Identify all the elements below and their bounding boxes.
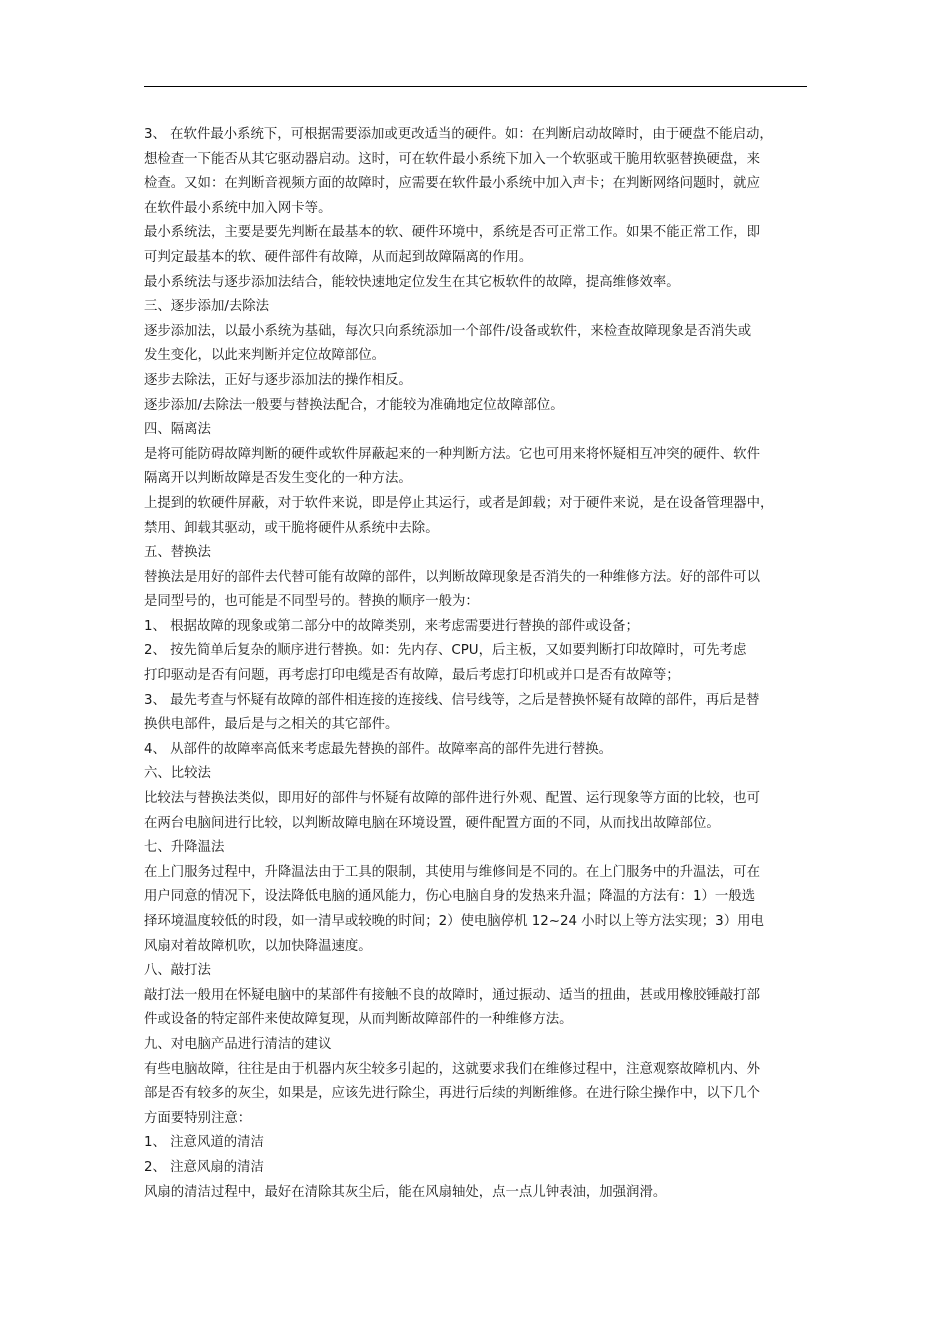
text-line: 2、 按先简单后复杂的顺序进行替换。如：先内存、CPU，后主板，又如要判断打印故障时，可先考虑 [144,643,747,659]
document-body [144,123,814,1205]
text-line: 3、 在软件最小系统下，可根据需要添加或更改适当的硬件。如：在判断启动故障时，由于硬盘不能启动， [144,127,773,142]
text-line: 在两台电脑间进行比较，以判断故障电脑在环境设置，硬件配置方面的不同，从而找出故障部位。 [144,815,720,831]
text-line: 有些电脑故障，往往是由于机器内灰尘较多引起的，这就要求我们在维修过程中，注意观察故障机内、外 [144,1061,760,1077]
text-line: 最小系统法，主要是要先判断在最基本的软、硬件环境中，系统是否可正常工作。如果不能正常工作，即 [144,225,760,241]
text-line: 2、 注意风扇的清洁 [144,1159,264,1175]
text-line: 方面要特别注意： [144,1110,252,1126]
text-line: 在上门服务过程中，升降温法由于工具的限制，其使用与维修间是不同的。在上门服务中的升温法，可在 [144,864,760,880]
text-line: 禁用、卸载其驱动，或干脆将硬件从系统中去除。 [144,520,439,536]
text-line: 敲打法一般用在怀疑电脑中的某部件有接触不良的故障时，通过振动、适当的扭曲，甚或用橡胶锤敲打部 [144,987,760,1003]
text-line: 是同型号的，也可能是不同型号的。替换的顺序一般为： [144,594,479,610]
text-line: 想检查一下能否从其它驱动器启动。这时，可在软件最小系统下加入一个软驱或干脆用软驱替换硬盘，来 [144,151,760,167]
text-line: 1、 注意风道的清洁 [144,1135,264,1151]
text-line: 可判定最基本的软、硬件部件有故障，从而起到故障隔离的作用。 [144,249,533,265]
text-line: 隔离开以判断故障是否发生变化的一种方法。 [144,471,412,487]
text-line: 是将可能防碍故障判断的硬件或软件屏蔽起来的一种判断方法。它也可用来将怀疑相互冲突的硬件、软件 [144,446,760,462]
text-line: 逐步添加/去除法一般要与替换法配合，才能较为准确地定位故障部位。 [144,397,564,413]
text-line: 风扇的清洁过程中，最好在清除其灰尘后，能在风扇轴处，点一点儿钟表油，加强润滑。 [144,1184,667,1200]
text-line: 五、替换法 [144,545,211,561]
text-line: 八、敲打法 [144,963,211,979]
text-line: 3、 最先考查与怀疑有故障的部件相连接的连接线、信号线等，之后是替换怀疑有故障的部件，再后是替 [144,692,760,708]
text-line: 六、比较法 [144,766,211,782]
text-line: 1、 根据故障的现象或第二部分中的故障类别，来考虑需要进行替换的部件或设备； [144,618,639,634]
text-line: 逐步去除法，正好与逐步添加法的操作相反。 [144,372,412,388]
text-line: 件或设备的特定部件来使故障复现，从而判断故障部件的一种维修方法。 [144,1012,573,1028]
text-line: 七、升降温法 [144,840,225,856]
text-line: 比较法与替换法类似，即用好的部件与怀疑有故障的部件进行外观、配置、运行现象等方面的比较，也可 [144,791,760,807]
text-line: 打印驱动是否有问题，再考虑打印电缆是否有故障，最后考虑打印机或并口是否有故障等； [144,668,680,684]
text-line: 择环境温度较低的时段，如一清早或较晚的时间；2）使电脑停机 12~24 小时以上等方法实现；3）用电 [144,914,764,929]
text-line: 九、对电脑产品进行清洁的建议 [144,1036,332,1052]
header-rule [144,86,807,87]
text-line: 四、隔离法 [144,422,211,438]
text-line: 最小系统法与逐步添加法结合，能较快速地定位发生在其它板软件的故障，提高维修效率。 [144,274,680,290]
text-line: 三、逐步添加/去除法 [144,299,270,315]
text-line: 检查。又如：在判断音视频方面的故障时，应需要在软件最小系统中加入声卡；在判断网络问题时，就应 [144,176,760,192]
text-line: 上提到的软硬件屏蔽，对于软件来说，即是停止其运行，或者是卸载；对于硬件来说，是在设备管理器中， [144,495,774,511]
text-line: 发生变化，以此来判断并定位故障部位。 [144,348,386,364]
text-line: 在软件最小系统中加入网卡等。 [144,200,332,216]
text-line: 用户同意的情况下，设法降低电脑的通风能力，伤心电脑自身的发热来升温；降温的方法有：1）一般选 [144,889,756,905]
text-line: 部是否有较多的灰尘，如果是，应该先进行除尘，再进行后续的判断维修。在进行除尘操作中，以下几个 [144,1086,760,1102]
text-line: 替换法是用好的部件去代替可能有故障的部件，以判断故障现象是否消失的一种维修方法。好的部件可以 [144,569,760,585]
text-line: 逐步添加法，以最小系统为基础，每次只向系统添加一个部件/设备或软件，来检查故障现象是否消失或 [144,323,752,339]
text-line: 换供电部件，最后是与之相关的其它部件。 [144,717,399,733]
text-line: 4、 从部件的故障率高低来考虑最先替换的部件。故障率高的部件先进行替换。 [144,741,613,757]
text-line: 风扇对着故障机吹，以加快降温速度。 [144,938,372,954]
